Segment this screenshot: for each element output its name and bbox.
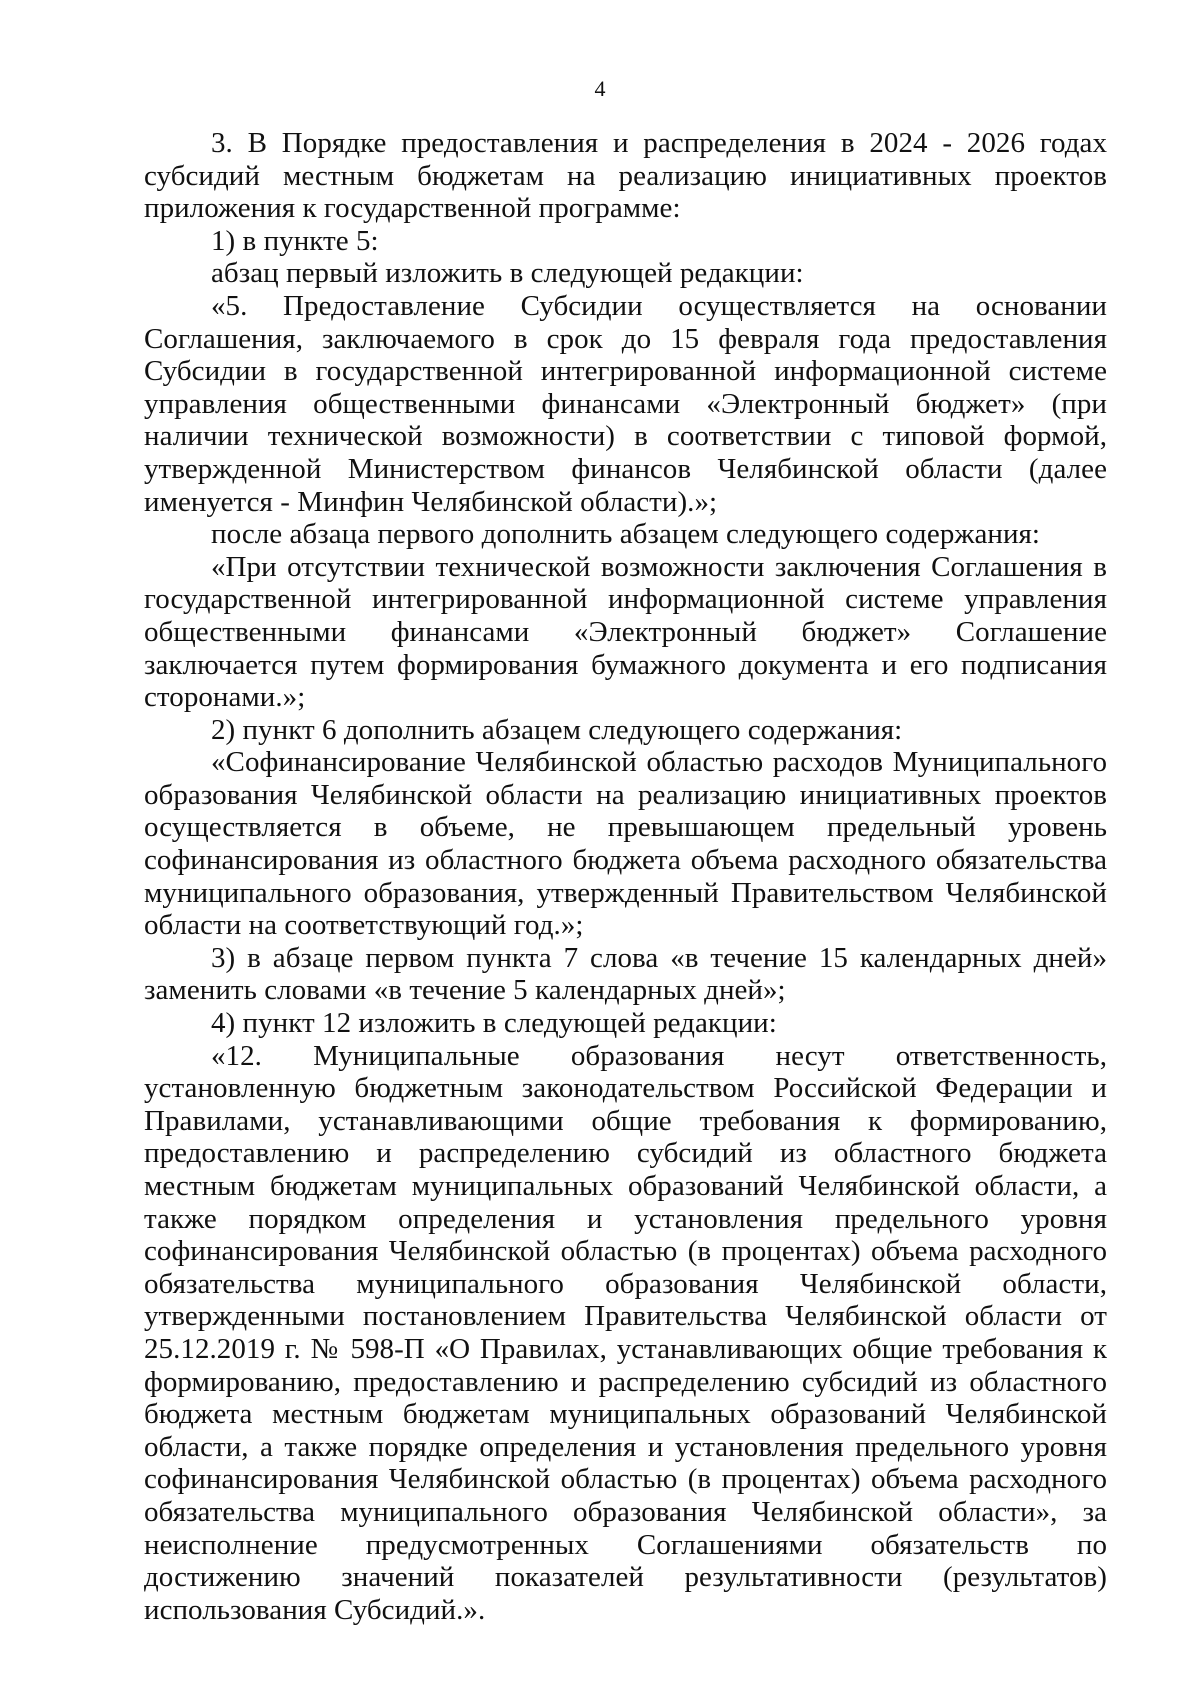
paragraph-item-4: 4) пункт 12 изложить в следующей редакции: <box>211 1007 777 1040</box>
paragraph-quote-point-12: «12. Муниципальные образования несут ответственность, установленную бюджетным законодательством Российской Федерации и Правилами, устанавливающими общие требования к формированию, предоставлению и распределению субсидий из областного бюджета местным бюджетам муниципальных образований Челябинской области, а также порядком определения и установления предельного уровня софинансирования Челябинской областью (в процентах) объема расходного обязательства муниципального образования Челябинской области, утвержденными постановлением Правительства Челябинской области от 25.12.2019 г. № 598-П «О Правилах, устанавливающих общие требования к формированию, предоставлению и распределению субсидий из областного бюджета местным бюджетам муниципальных образований Челябинской области, а также порядке определения и установления предельного уровня софинансирования Челябинской областью (в процентах) объема расходного обязательства муниципального образования Челябинской области», за неисполнение предусмотренных Соглашениями обязательств по достижению значений показателей результативности (результатов) использования Субсидий.». <box>144 1039 1107 1626</box>
paragraph-instruction-after-first: после абзаца первого дополнить абзацем следующего содержания: <box>211 518 1041 551</box>
paragraph-quote-cofinancing: «Софинансирование Челябинской областью расходов Муниципального образования Челябинской области на реализацию инициативных проектов осуществляется в объеме, не превышающем предельный уровень софинансирования из областного бюджета объема расходного обязательства муниципального образования, утвержденный Правительством Челябинской области на соответствующий год.»; <box>144 746 1107 942</box>
paragraph-instruction-first: абзац первый изложить в следующей редакции: <box>211 257 804 290</box>
paragraph-section-3: 3. В Порядке предоставления и распределения в 2024 - 2026 годах субсидий местным бюджетам на реализацию инициативных проектов приложения к государственной программе: <box>144 127 1107 225</box>
paragraph-quote-no-technical-possibility: «При отсутствии технической возможности заключения Соглашения в государственной интегрированной информационной системе управления общественными финансами «Электронный бюджет» Соглашение заключается путем формирования бумажного документа и его подписания сторонами.»; <box>144 550 1107 714</box>
document-body <box>144 127 1107 1626</box>
paragraph-quote-point-5: «5. Предоставление Субсидии осуществляется на основании Соглашения, заключаемого в срок до 15 февраля года предоставления Субсидии в государственной интегрированной информационной системе управления общественными финансами «Электронный бюджет» (при наличии технической возможности) в соответствии с типовой формой, утвержденной Министерством финансов Челябинской области (далее именуется - Минфин Челябинской области).»; <box>144 289 1107 518</box>
paragraph-item-3: 3) в абзаце первом пункта 7 слова «в течение 15 календарных дней» заменить словами «в течение 5 календарных дней»; <box>144 941 1107 1007</box>
page-number: 4 <box>594 76 606 101</box>
paragraph-item-2: 2) пункт 6 дополнить абзацем следующего содержания: <box>211 713 903 746</box>
paragraph-item-1: 1) в пункте 5: <box>211 224 379 257</box>
